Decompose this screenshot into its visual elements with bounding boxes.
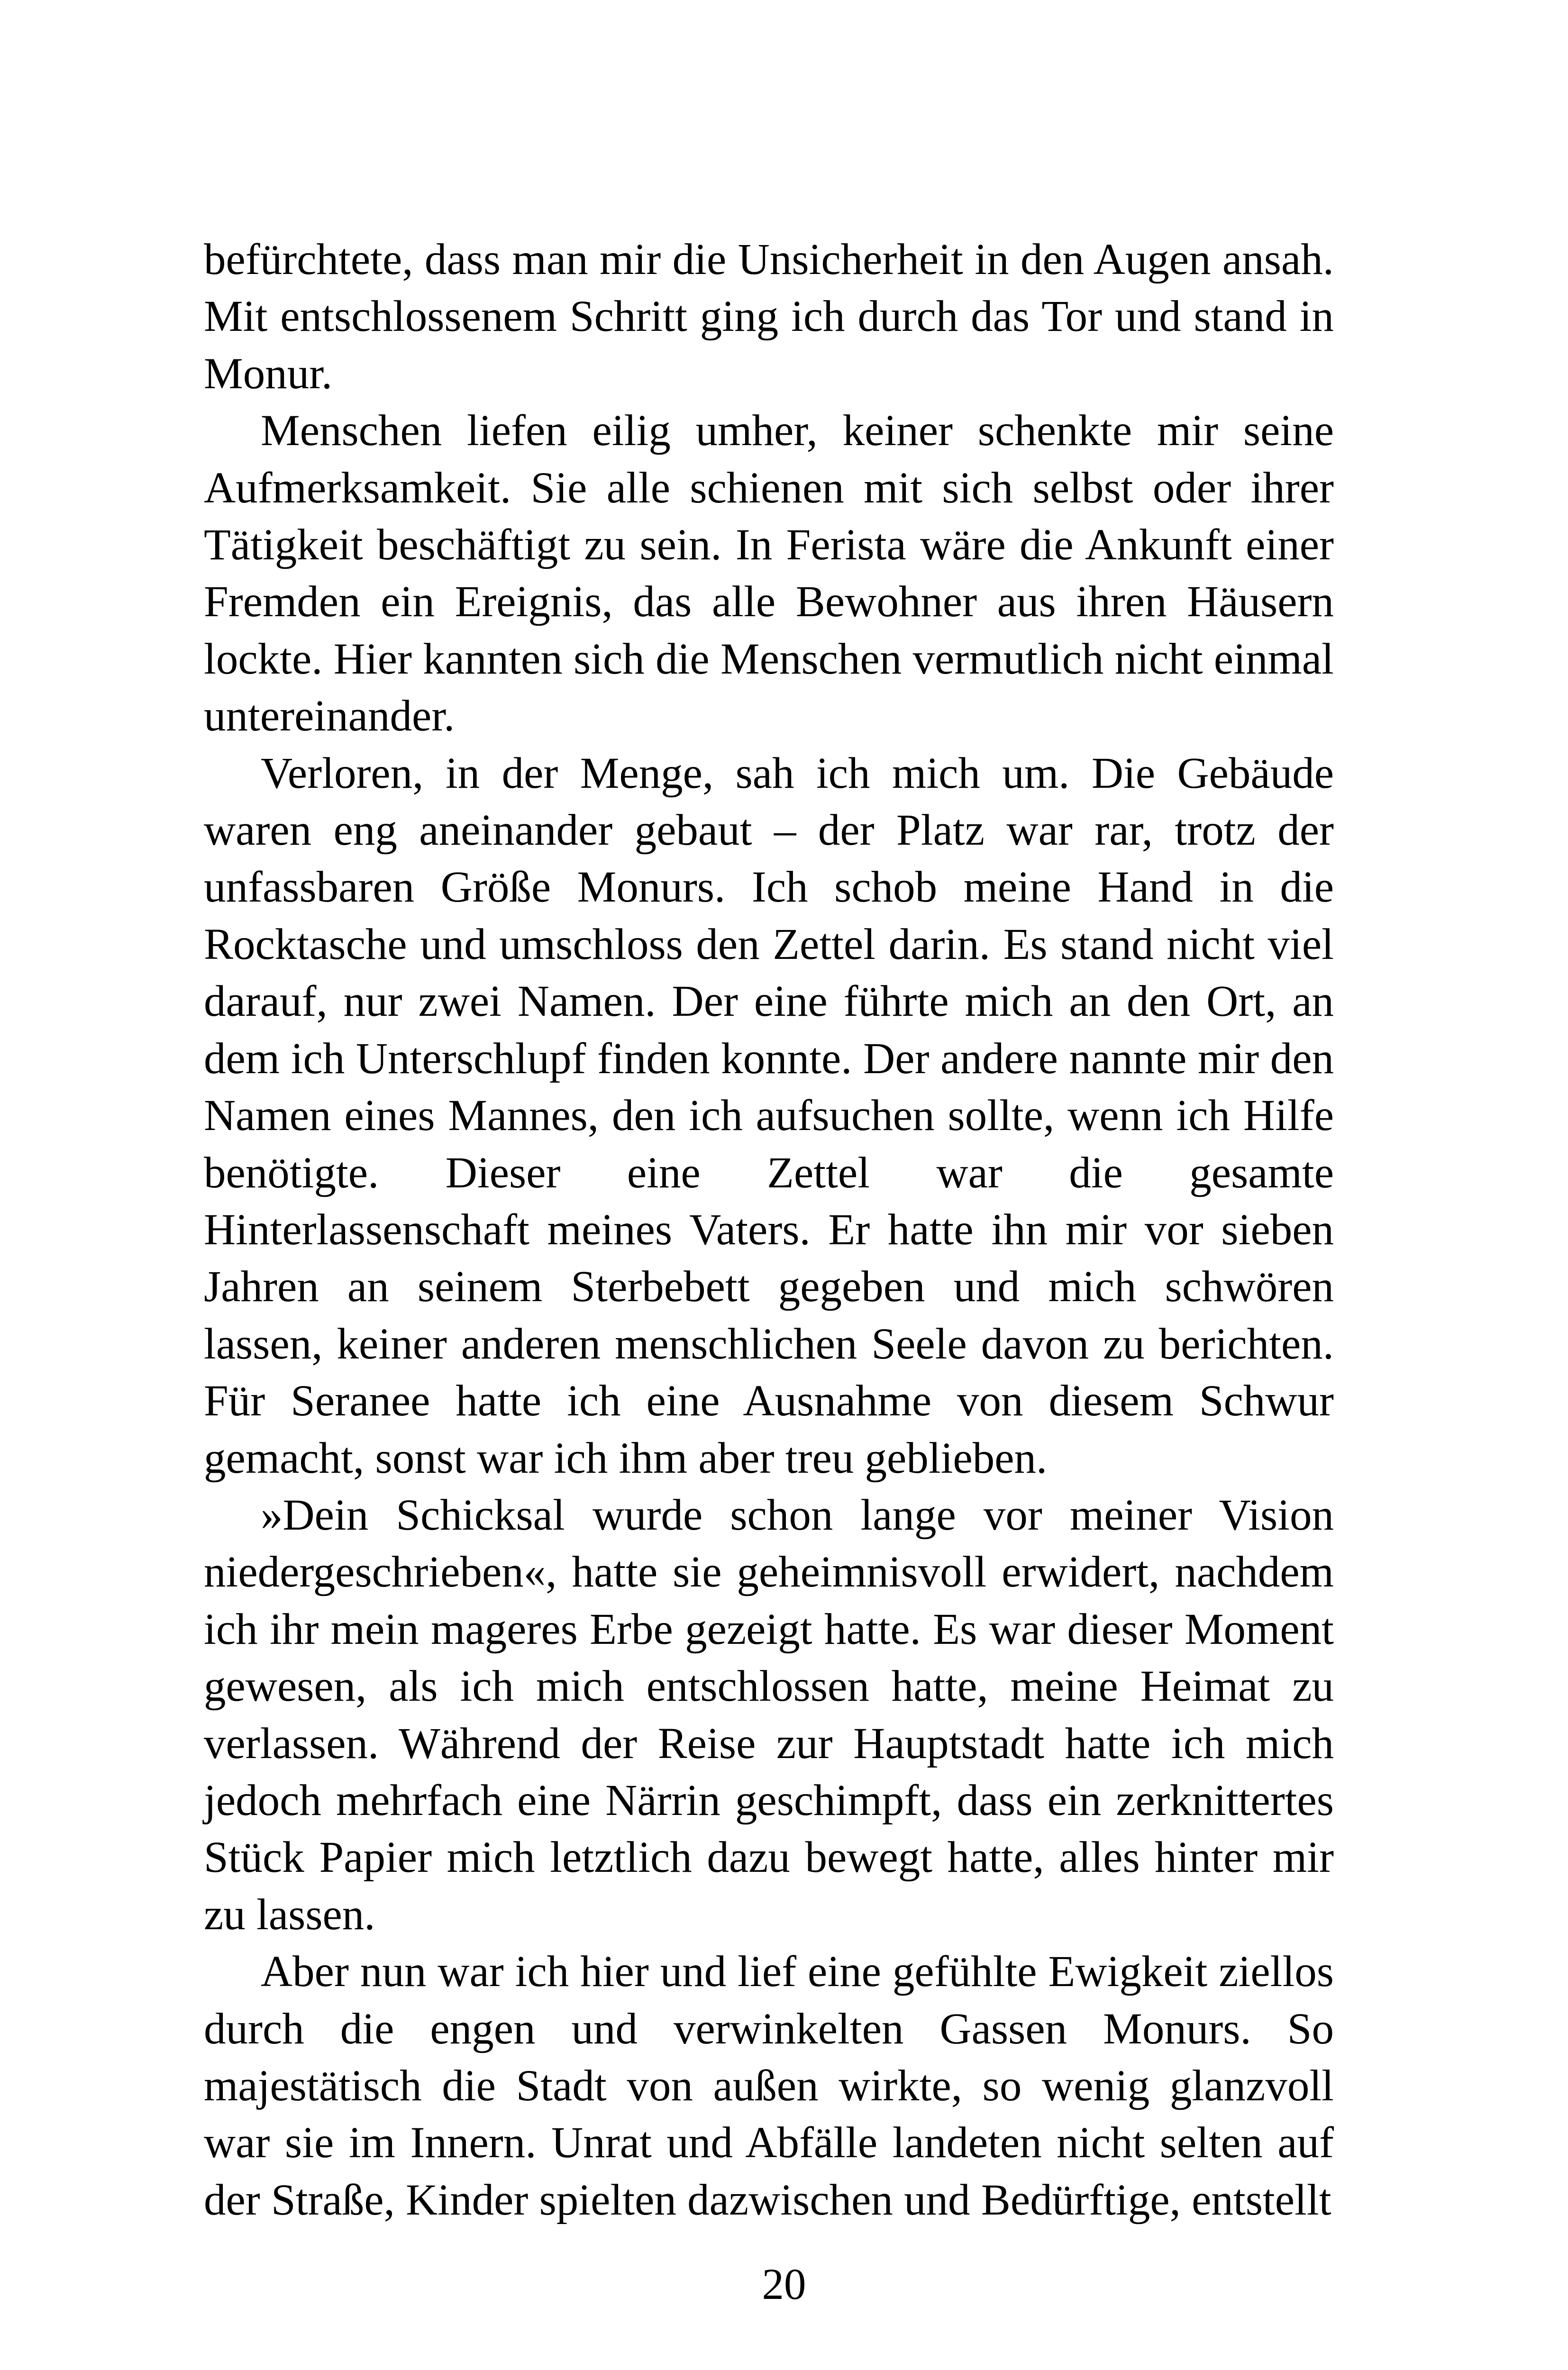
paragraph-5: Aber nun war ich hier und lief eine gefühlte Ewigkeit ziellos durch die engen und verwinkelten Gassen Monurs. So majestätisch die Stadt von außen wirkte, so wenig glanzvoll war sie im Innern. Unrat und Abfälle landeten nicht selten auf der Straße, Kinder spielten dazwischen und Bedürftige, entstellt [204, 1947, 1334, 2224]
page-body [204, 231, 1334, 2229]
paragraph-3: Verloren, in der Menge, sah ich mich um. Die Gebäude waren eng aneinander gebaut – der Platz war rar, trotz der unfassbaren Größe Monurs. Ich schob meine Hand in die Rocktasche und umschloss den Zettel darin. Es stand nicht viel darauf, nur zwei Namen. Der eine führte mich an den Ort, an dem ich Unterschlupf finden konnte. Der andere nannte mir den Namen eines Mannes, den ich aufsuchen sollte, wenn ich Hilfe benötigte. Dieser eine Zettel war die gesamte Hinterlassenschaft meines Vaters. Er hatte ihn mir vor sieben Jahren an seinem Sterbebett gegeben und mich schwören lassen, keiner anderen menschlichen Seele davon zu berichten. Für Seranee hatte ich eine Ausnahme von diesem Schwur gemacht, sonst war ich ihm aber treu geblieben. [204, 748, 1334, 1483]
page-number: 20 [762, 2260, 806, 2309]
paragraph-4: »Dein Schicksal wurde schon lange vor meiner Vision niedergeschrieben«, hatte sie geheimnisvoll erwidert, nachdem ich ihr mein mageres Erbe gezeigt hatte. Es war dieser Moment gewesen, als ich mich entschlossen hatte, meine Heimat zu verlassen. Während der Reise zur Hauptstadt hatte ich mich jedoch mehrfach eine Närrin geschimpft, dass ein zerknittertes Stück Papier mich letztlich dazu bewegt hatte, alles hinter mir zu lassen. [204, 1490, 1334, 1939]
paragraph-2: Menschen liefen eilig umher, keiner schenkte mir seine Aufmerksamkeit. Sie alle schienen mit sich selbst oder ihrer Tätigkeit beschäftigt zu sein. In Ferista wäre die Ankunft einer Fremden ein Ereignis, das alle Bewohner aus ihren Häusern lockte. Hier kannten sich die Menschen vermutlich nicht einmal untereinander. [204, 406, 1334, 741]
paragraph-1: befürchtete, dass man mir die Unsicherheit in den Augen ansah. Mit entschlossenem Schritt ging ich durch das Tor und stand in Monur. [204, 235, 1334, 398]
